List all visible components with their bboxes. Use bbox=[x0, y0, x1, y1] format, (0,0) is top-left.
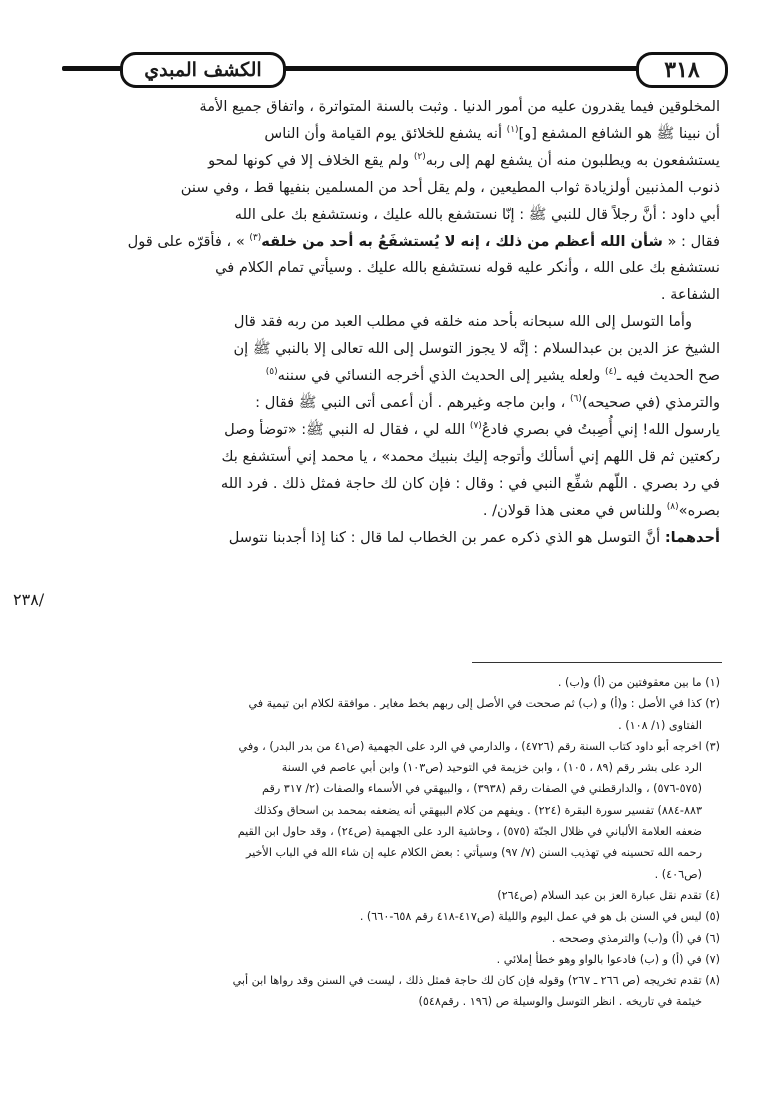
footnote-ref-6: (٦) bbox=[569, 394, 582, 405]
text-span: الشفاعة . bbox=[660, 286, 720, 304]
text-span: بصره» bbox=[678, 501, 720, 519]
text-line bbox=[64, 444, 720, 471]
text-span: المخلوقين فيما يقدرون عليه من أمور الدنيا . وثبت بالسنة المتواترة ، واتفاق جميع الأمة bbox=[199, 98, 720, 115]
footnote-3-cont: رحمه الله تحسينه في تهذيب السنن (٧/ ٩٧) وسيأتي : بعض الكلام عليه إن شاء الله في الباب الأخير bbox=[245, 846, 702, 860]
text-line bbox=[64, 229, 720, 256]
page-header bbox=[62, 48, 726, 88]
footnote-8: (٨) تقدم تخريجه (ص ٢٦٦ ـ ٢٦٧) وقوله فإن كان لك حاجة فمثل ذلك ، ليست في السنن وقد رواها ابن أبي bbox=[232, 974, 720, 988]
margin-folio-note: ٢٣٨/ bbox=[13, 590, 45, 609]
footnote-3-cont: (٥٧٥-٥٧٦) ، والدارقطني في الصفات رقم (٣٩٣٨) ، والبيهقي في الأسماء والصفات (٢/ ٣١٧ رقم bbox=[262, 782, 702, 796]
text-span: ولعله يشير إلى الحديث الذي أخرجه النسائي في سننه bbox=[277, 367, 605, 385]
text-span: » ، فأقرّه على قول bbox=[127, 232, 250, 250]
main-text bbox=[64, 94, 720, 551]
footnote-1: (١) ما بين معقوفتين من (أ) و(ب) . bbox=[557, 676, 720, 689]
footnote-ref-5: (٥) bbox=[265, 367, 278, 378]
footnote-7: (٧) في (أ) و (ب) فادعوا بالواو وهو خطأ إملائي . bbox=[496, 952, 720, 966]
text-line bbox=[64, 282, 720, 309]
text-line bbox=[64, 202, 720, 229]
text-span: أن نبينا ﷺ هو الشافع المشفع [و] bbox=[518, 124, 720, 142]
footnote-ref-2: (٢) bbox=[413, 151, 426, 162]
text-span: والترمذي (في صحيحه) bbox=[581, 393, 720, 411]
footnote-ref-7: (٧) bbox=[469, 421, 482, 432]
text-line bbox=[64, 363, 720, 390]
footnote-3-cont: الرد على بشر رقم (٨٩ ، ١٠٥) ، وابن خزيمة في التوحيد (ص١٠٣) وابن أبي عاصم في السنة bbox=[281, 761, 702, 775]
running-title: الكشف المبدي bbox=[120, 52, 286, 88]
footnote-ref-1: (١) bbox=[506, 125, 519, 136]
header-rule-middle bbox=[280, 66, 640, 71]
text-span: في رد بصري . اللّهم شفِّع النبي في : وقال : فإن كان لك حاجة فمثل ذلك . فرد الله bbox=[220, 474, 720, 492]
footnote-5: (٥) ليس في السنن بل هو في عمل اليوم والليلة (ص٤١٧-٤١٨ رقم ٦٥٨-٦٦٠) . bbox=[359, 910, 720, 924]
text-span: أبي داود : أنَّ رجلاً قال للنبي ﷺ : إنّا نستشفع بالله عليك ، ونستشفع بك على الله bbox=[234, 205, 720, 223]
text-span: نستشفع بك على الله ، وأنكر عليه قوله نستشفع بالله عليك . وسيأتي تمام الكلام في bbox=[215, 259, 720, 277]
text-line bbox=[64, 390, 720, 417]
text-span: ذنوب المذنبين أولزيادة ثواب المطيعين ، ولم يقل أحد من المسلمين بنفيها قط ، وفي سنن bbox=[180, 178, 720, 196]
header-rule-left bbox=[62, 66, 122, 71]
footnote-ref-4: (٤) bbox=[604, 367, 617, 378]
text-span: أنَّ التوسل هو الذي ذكره عمر بن الخطاب لما قال : كنا إذا أجدبنا نتوسل bbox=[228, 528, 665, 546]
text-line bbox=[64, 255, 720, 282]
footnote-ref-8: (٨) bbox=[666, 501, 679, 512]
text-span: فقال : « bbox=[662, 232, 720, 250]
text-line bbox=[64, 336, 720, 363]
text-line bbox=[64, 148, 720, 175]
text-span: أنه يشفع للخلائق يوم القيامة وأن الناس bbox=[264, 124, 507, 142]
text-line bbox=[64, 121, 720, 148]
text-line bbox=[64, 417, 720, 444]
text-span: يستشفعون به ويطلبون منه أن يشفع لهم إلى ربه bbox=[425, 151, 720, 169]
text-span: ، وابن ماجه وغيرهم . أن أعمى أتى النبي ﷺ فقال : bbox=[255, 393, 570, 411]
text-span: الله لي ، فقال له النبي ﷺ: «توضأ وصل bbox=[224, 420, 470, 438]
footnote-3-cont: ٨٨٣-٨٨٤) تفسير سورة البقرة (٢٢٤) . ويفهم من كلام البيهقي أنه يضعفه بمحمد بن اسحاق وكذلك bbox=[253, 803, 702, 817]
footnote-4: (٤) تقدم نقل عبارة العز بن عبد السلام (ص٢٦٤) bbox=[497, 888, 720, 902]
text-span: صح الحديث فيه ـ bbox=[616, 367, 720, 385]
text-line bbox=[64, 175, 720, 202]
text-line bbox=[64, 498, 720, 525]
footnote-3-cont: ضعفه العلامة الألباني في ظلال الجنّة (٥٧٥) ، وحاشية الرد على الجهمية (ص٢٤) ، وقد حاول ابن القيم bbox=[237, 825, 702, 839]
footnote-ref-3: (٣) bbox=[249, 232, 262, 243]
footnote-3: (٣) اخرجه أبو داود كتاب السنة رقم (٤٧٢٦) ، والدارمي في الرد على الجهمية (ص٤١ من بدر البدر) ، وفي bbox=[238, 739, 720, 753]
footnote-3-cont: (ص٤٠٦) . bbox=[654, 867, 702, 881]
text-span: ركعتين ثم قل اللهم إني أسألك وأتوجه إليك بنبيك محمد» ، يا محمد إني أستشفع بك bbox=[221, 447, 720, 465]
text-span: يارسول الله! إني أُصِبتُ في بصري فادعُ bbox=[481, 420, 720, 438]
footnote-6: (٦) في (أ) و(ب) والترمذي وصححه . bbox=[551, 931, 720, 945]
hadith-quote: شأن الله أعظم من ذلك ، إنه لا يُستشفَعُ به أحد من خلقه bbox=[261, 232, 663, 250]
text-span: ولم يقع الخلاف إلا في كونها لمحو bbox=[208, 151, 414, 169]
text-span: الشيخ عز الدين بن عبدالسلام : إنَّه لا يجوز التوسل إلى الله تعالى إلا بالنبي ﷺ إن bbox=[233, 340, 720, 358]
footnotes bbox=[64, 672, 720, 1013]
page-number: ٣١٨ bbox=[636, 52, 728, 88]
footnote-separator bbox=[472, 662, 722, 663]
footnote-8-cont: خيثمة في تاريخه . انظر التوسل والوسيلة ص (١٩٦ . رقم٥٤٨) bbox=[418, 995, 702, 1009]
footnote-2-cont: الفتاوى (١/ ١٠٨) . bbox=[618, 718, 702, 732]
text-line bbox=[64, 309, 720, 336]
footnote-2: (٢) كذا في الأصل : و(أ) و (ب) ثم صححت في الأصل إلى ربهم بخط مغاير . موافقة لكلام ابن تيمية في bbox=[248, 697, 720, 711]
text-line bbox=[64, 471, 720, 498]
text-line bbox=[64, 525, 720, 552]
text-span: وللناس في معنى هذا قولان/ . bbox=[482, 501, 667, 519]
text-span: وأما التوسل إلى الله سبحانه بأحد منه خلقه في مطلب العبد من ربه فقد قال bbox=[233, 313, 692, 331]
text-line bbox=[64, 94, 720, 121]
section-lead: أحدهما: bbox=[664, 528, 720, 546]
